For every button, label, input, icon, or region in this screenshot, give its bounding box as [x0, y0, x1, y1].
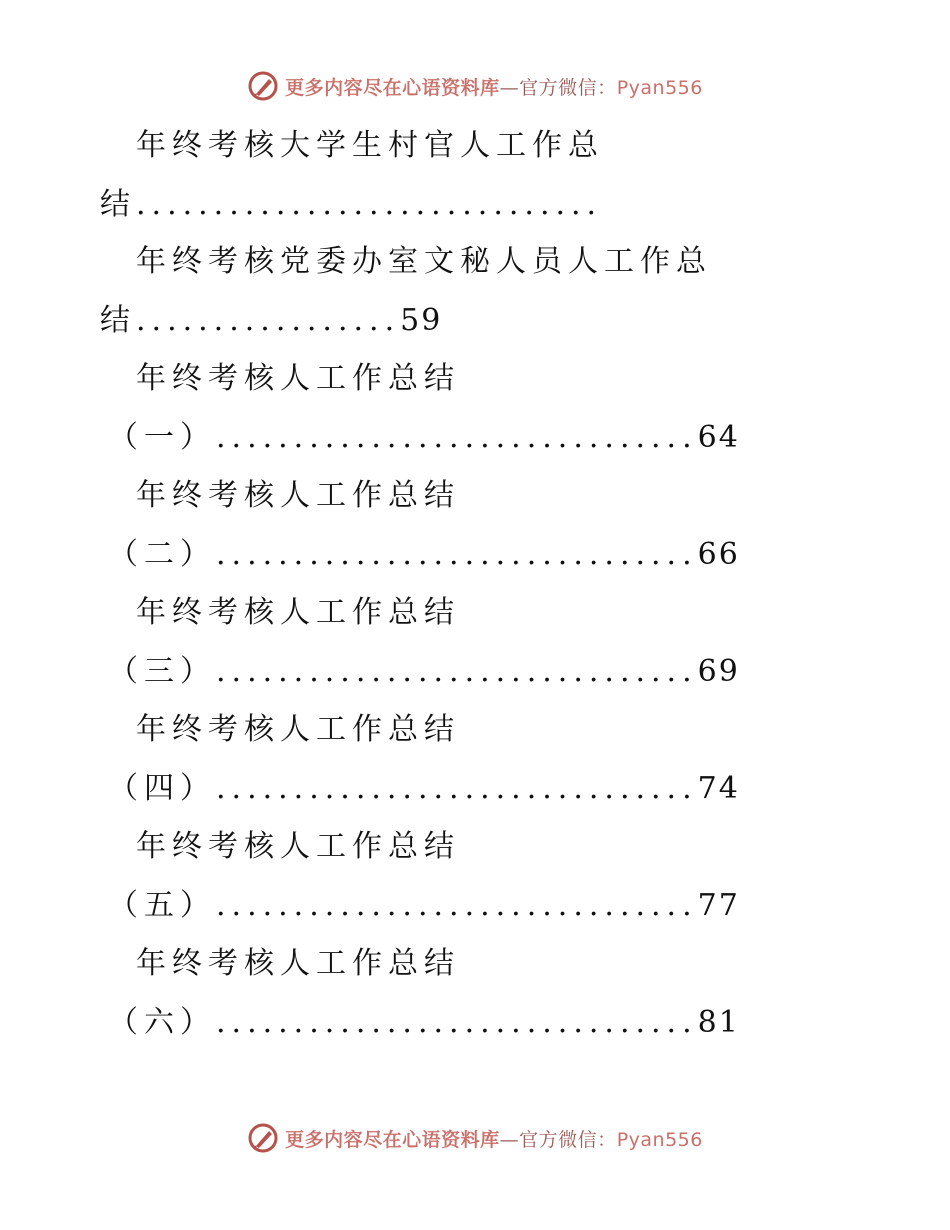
toc-entry-leader — [108, 1005, 740, 1040]
toc-entry-title: 年终考核党委办室文秘人员人工作总 — [136, 244, 712, 279]
toc-entry-prefix: 结 — [100, 303, 136, 338]
toc-entry-prefix: （四） — [108, 771, 216, 806]
toc-entry-page: 66 — [697, 537, 740, 572]
toc-entry-title: 年终考核人工作总结 — [136, 478, 460, 513]
toc-entry-dots: ............................... — [216, 1005, 698, 1040]
quill-logo-icon — [247, 70, 279, 102]
toc-entry-leader — [100, 187, 603, 222]
toc-entry-page: 69 — [697, 654, 740, 689]
toc-entry-leader — [108, 420, 740, 455]
toc-entry-prefix: （五） — [108, 888, 216, 923]
toc-entry-dots: ............................... — [216, 537, 698, 572]
toc-entry-title: 年终考核人工作总结 — [136, 595, 460, 630]
toc-entry-leader — [108, 654, 740, 689]
quill-logo-icon — [247, 1122, 279, 1154]
toc-entry-page: 81 — [697, 1005, 740, 1040]
toc-entry-prefix: （一） — [108, 420, 216, 455]
toc-entry-leader — [100, 303, 443, 338]
toc-entry-title: 年终考核人工作总结 — [136, 829, 460, 864]
toc-entry-title: 年终考核人工作总结 — [136, 712, 460, 747]
toc-entry-prefix: （六） — [108, 1005, 216, 1040]
toc-entry-prefix: （三） — [108, 654, 216, 689]
toc-entry-dots: ............................... — [216, 888, 698, 923]
toc-entry-dots: ............................... — [216, 654, 698, 689]
toc-entry-page: 77 — [697, 888, 740, 923]
toc-entry-page: 59 — [400, 303, 443, 338]
toc-entry-title: 年终考核大学生村官人工作总 — [136, 128, 604, 163]
toc-entry-page: 74 — [697, 771, 740, 806]
watermark-text: 更多内容尽在心语资料库—官方微信：Pyan556 — [285, 1128, 703, 1151]
toc-entry-dots: ............................... — [216, 420, 698, 455]
toc-entry-title: 年终考核人工作总结 — [136, 361, 460, 396]
header-watermark — [0, 70, 950, 102]
toc-entry-leader — [108, 537, 740, 572]
toc-entry-dots: .............................. — [136, 187, 603, 222]
footer-watermark — [0, 1122, 950, 1154]
toc-entry-leader — [108, 771, 740, 806]
toc-entry-leader — [108, 888, 740, 923]
toc-entry-prefix: （二） — [108, 537, 216, 572]
toc-entry-dots: ............................... — [216, 771, 698, 806]
watermark-text: 更多内容尽在心语资料库—官方微信：Pyan556 — [285, 76, 703, 99]
toc-entry-dots: ................. — [136, 303, 401, 338]
toc-entry-title: 年终考核人工作总结 — [136, 946, 460, 981]
toc-entry-prefix: 结 — [100, 187, 136, 222]
toc-entry-page: 64 — [697, 420, 740, 455]
